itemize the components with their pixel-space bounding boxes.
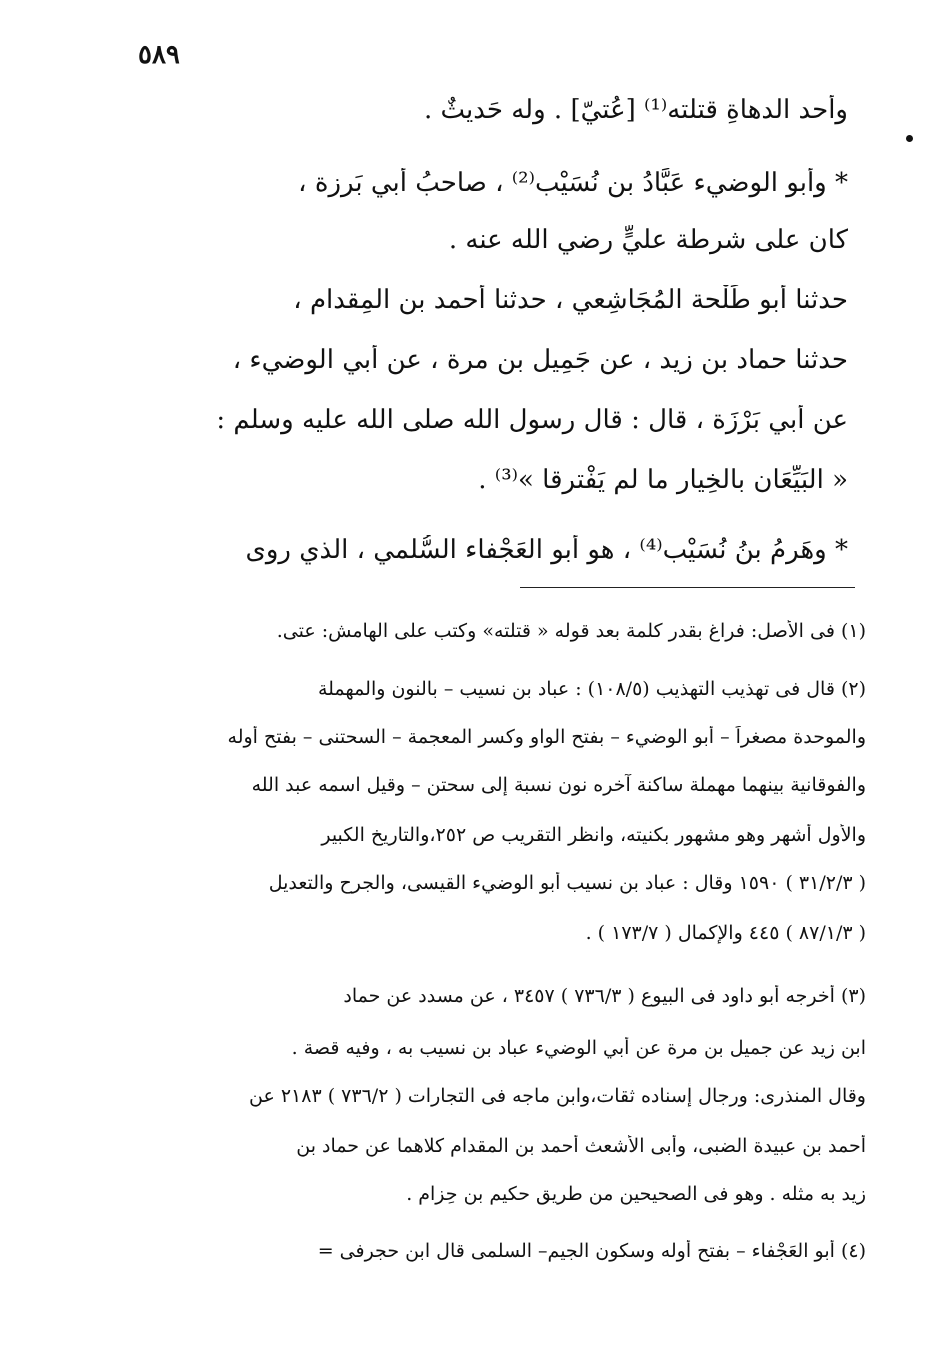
- footnote-line-13: (٤) أبو العَجْفاء – بفتح أوله وسكون الجيم– السلمى قال ابن حجرفى =: [317, 1240, 866, 1262]
- main-line-4: حدثنا أبو طَلْحة المُجَاشِعي ، حدثنا أحمد بن المِقدام ،: [293, 285, 848, 315]
- footnote-line-10: وقال المنذرى: ورجال إسناده ثقات،وابن ماجه فى التجارات ( ٧٣٦/٢ ) ٢١٨٣ عن: [249, 1085, 866, 1107]
- main-line-6: عن أَبي بَرْزَة ، قال : قال رسول الله صلى الله عليه وسلم :: [216, 405, 848, 435]
- footnote-line-11: أحمد بن عبيدة الضبى، وأبى الأشعث أحمد بن المقدام كلاهما عن حماد بن: [296, 1135, 866, 1157]
- main-line-5: حدثنا حماد بن زيد ، عن جَمِيل بن مرة ، عن أَبي الوضيء ،: [232, 345, 848, 375]
- footnote-line-9: ابن زيد عن جميل بن مرة عن أبي الوضيء عباد بن نسيب به ، وفيه قصة .: [291, 1037, 866, 1059]
- main-line-1: وأحد الدهاةِ قتلته⁽¹⁾ [عُتيّ] . وله حَديثٌ .: [423, 95, 848, 125]
- main-line-3: كان على شرطة عليٍّ رضي الله عنه .: [448, 225, 848, 255]
- footnote-line-3: والموحدة مصغراً – أبو الوضيء – بفتح الواو وكسر المعجمة – السحتنى – بفتح أوله: [227, 726, 866, 748]
- footnote-line-5: والأول أشهر وهو مشهور بكنيته، وانظر التقريب ص ٢٥٢،والتاريخ الكبير: [321, 824, 866, 846]
- footnote-line-12: زيد به مثله . وهو فى الصحيحين من طريق حكيم بن حِزام .: [406, 1183, 866, 1205]
- main-line-7: « البَيِّعَان بالخِيارِ ما لم يَفْترقا »⁽³⁾ .: [478, 465, 848, 495]
- footnote-line-1: (١) فى الأصل: فراغ بقدر كلمة بعد قوله « قتلته» وكتب على الهامش: عتى.: [276, 620, 866, 642]
- footnote-line-4: والفوقانية بينهما مهملة ساكنة آخره نون نسبة إلى سحتن – وقيل اسمه عبد الله: [251, 774, 866, 796]
- main-line-8: * وهَرِمُ بنُ نُسَيْب⁽⁴⁾ ، هو أَبو العَجْفاء السُّلمي ، الذي روى: [245, 535, 848, 565]
- footnote-separator: [520, 587, 855, 588]
- footnote-line-7: ( ٨٧/١/٣ ) ٤٤٥ والإكمال ( ١٧٣/٧ ) .: [585, 922, 866, 944]
- page-number: ٥٨٩: [138, 40, 180, 70]
- footnote-line-2: (٢) قال فى تهذيب التهذيب (١٠٨/٥) : عباد بن نسيب – بالنون والمهملة: [317, 678, 866, 700]
- main-line-2: * وأبو الوضيء عَبَّادُ بن نُسَيْب⁽²⁾ ، صاحبُ أَبي بَرزة ،: [298, 168, 848, 198]
- footnote-line-6: ( ٣١/٢/٣ ) ١٥٩٠ وقال : عباد بن نسيب أبو الوضيء القيسى، والجرح والتعديل: [268, 872, 866, 894]
- margin-mark: [906, 135, 913, 142]
- footnote-line-8: (٣) أخرجه أبو داود فى البيوع ( ٧٣٦/٣ ) ٣٤٥٧ ، عن مسدد عن حماد: [343, 985, 866, 1007]
